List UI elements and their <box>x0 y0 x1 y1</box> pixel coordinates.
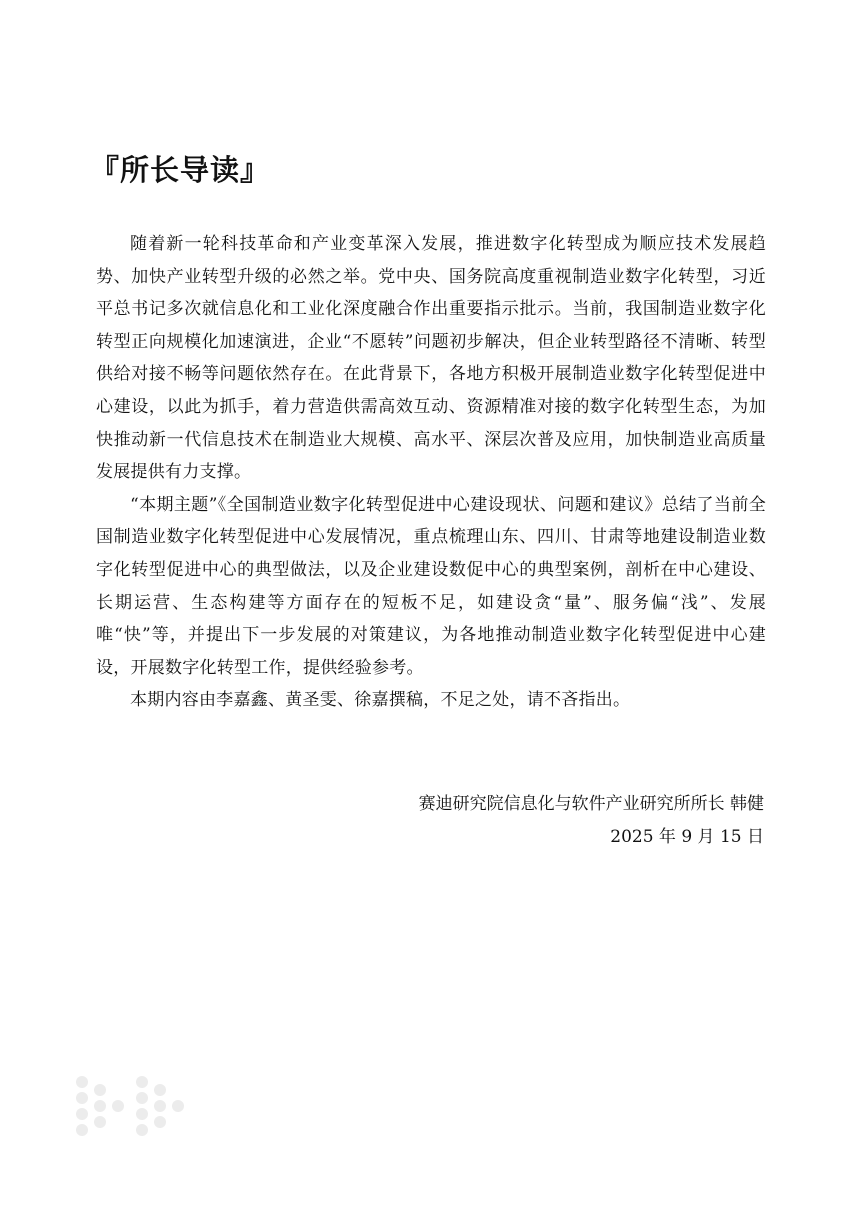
paragraph-issue-theme: “本期主题”《全国制造业数字化转型促进中心建设现状、问题和建议》总结了当前全国制造业数字化转型促进中心发展情况，重点梳理山东、四川、甘肃等地建设制造业数字化转型促进中心的典型做法，以及企业建设数促中心的典型案例，剖析在中心建设、长期运营、生态构建等方面存在的短板不足，如建设贪“量”、服务偏“浅”、发展唯“快”等，并提出下一步发展的对策建议，为各地推动制造业数字化转型促进中心建设，开展数字化转型工作，提供经验参考。 <box>96 494 766 678</box>
signature-date: 2025 年 9 月 15 日 <box>610 827 764 847</box>
dot-grid-logo-icon <box>74 1074 194 1144</box>
page-title: 『所长导读』 <box>90 153 271 187</box>
introduction-body <box>96 228 766 717</box>
signature-author: 赛迪研究院信息化与软件产业研究所所长 韩健 <box>418 794 764 814</box>
signature-block <box>419 788 764 854</box>
paragraph-intro-background: 随着新一轮科技革命和产业变革深入发展，推进数字化转型成为顺应技术发展趋势、加快产业转型升级的必然之举。党中央、国务院高度重视制造业数字化转型，习近平总书记多次就信息化和工业化深度融合作出重要指示批示。当前，我国制造业数字化转型正向规模化加速演进，企业“不愿转”问题初步解决，但企业转型路径不清晰、转型供给对接不畅等问题依然存在。在此背景下，各地方积极开展制造业数字化转型促进中心建设，以此为抓手，着力营造供需高效互动、资源精准对接的数字化转型生态，为加快推动新一代信息技术在制造业大规模、高水平、深层次普及应用，加快制造业高质量发展提供有力支撑。 <box>96 234 766 483</box>
paragraph-authors: 本期内容由李嘉鑫、黄圣雯、徐嘉撰稿，不足之处，请不吝指出。 <box>130 690 631 711</box>
